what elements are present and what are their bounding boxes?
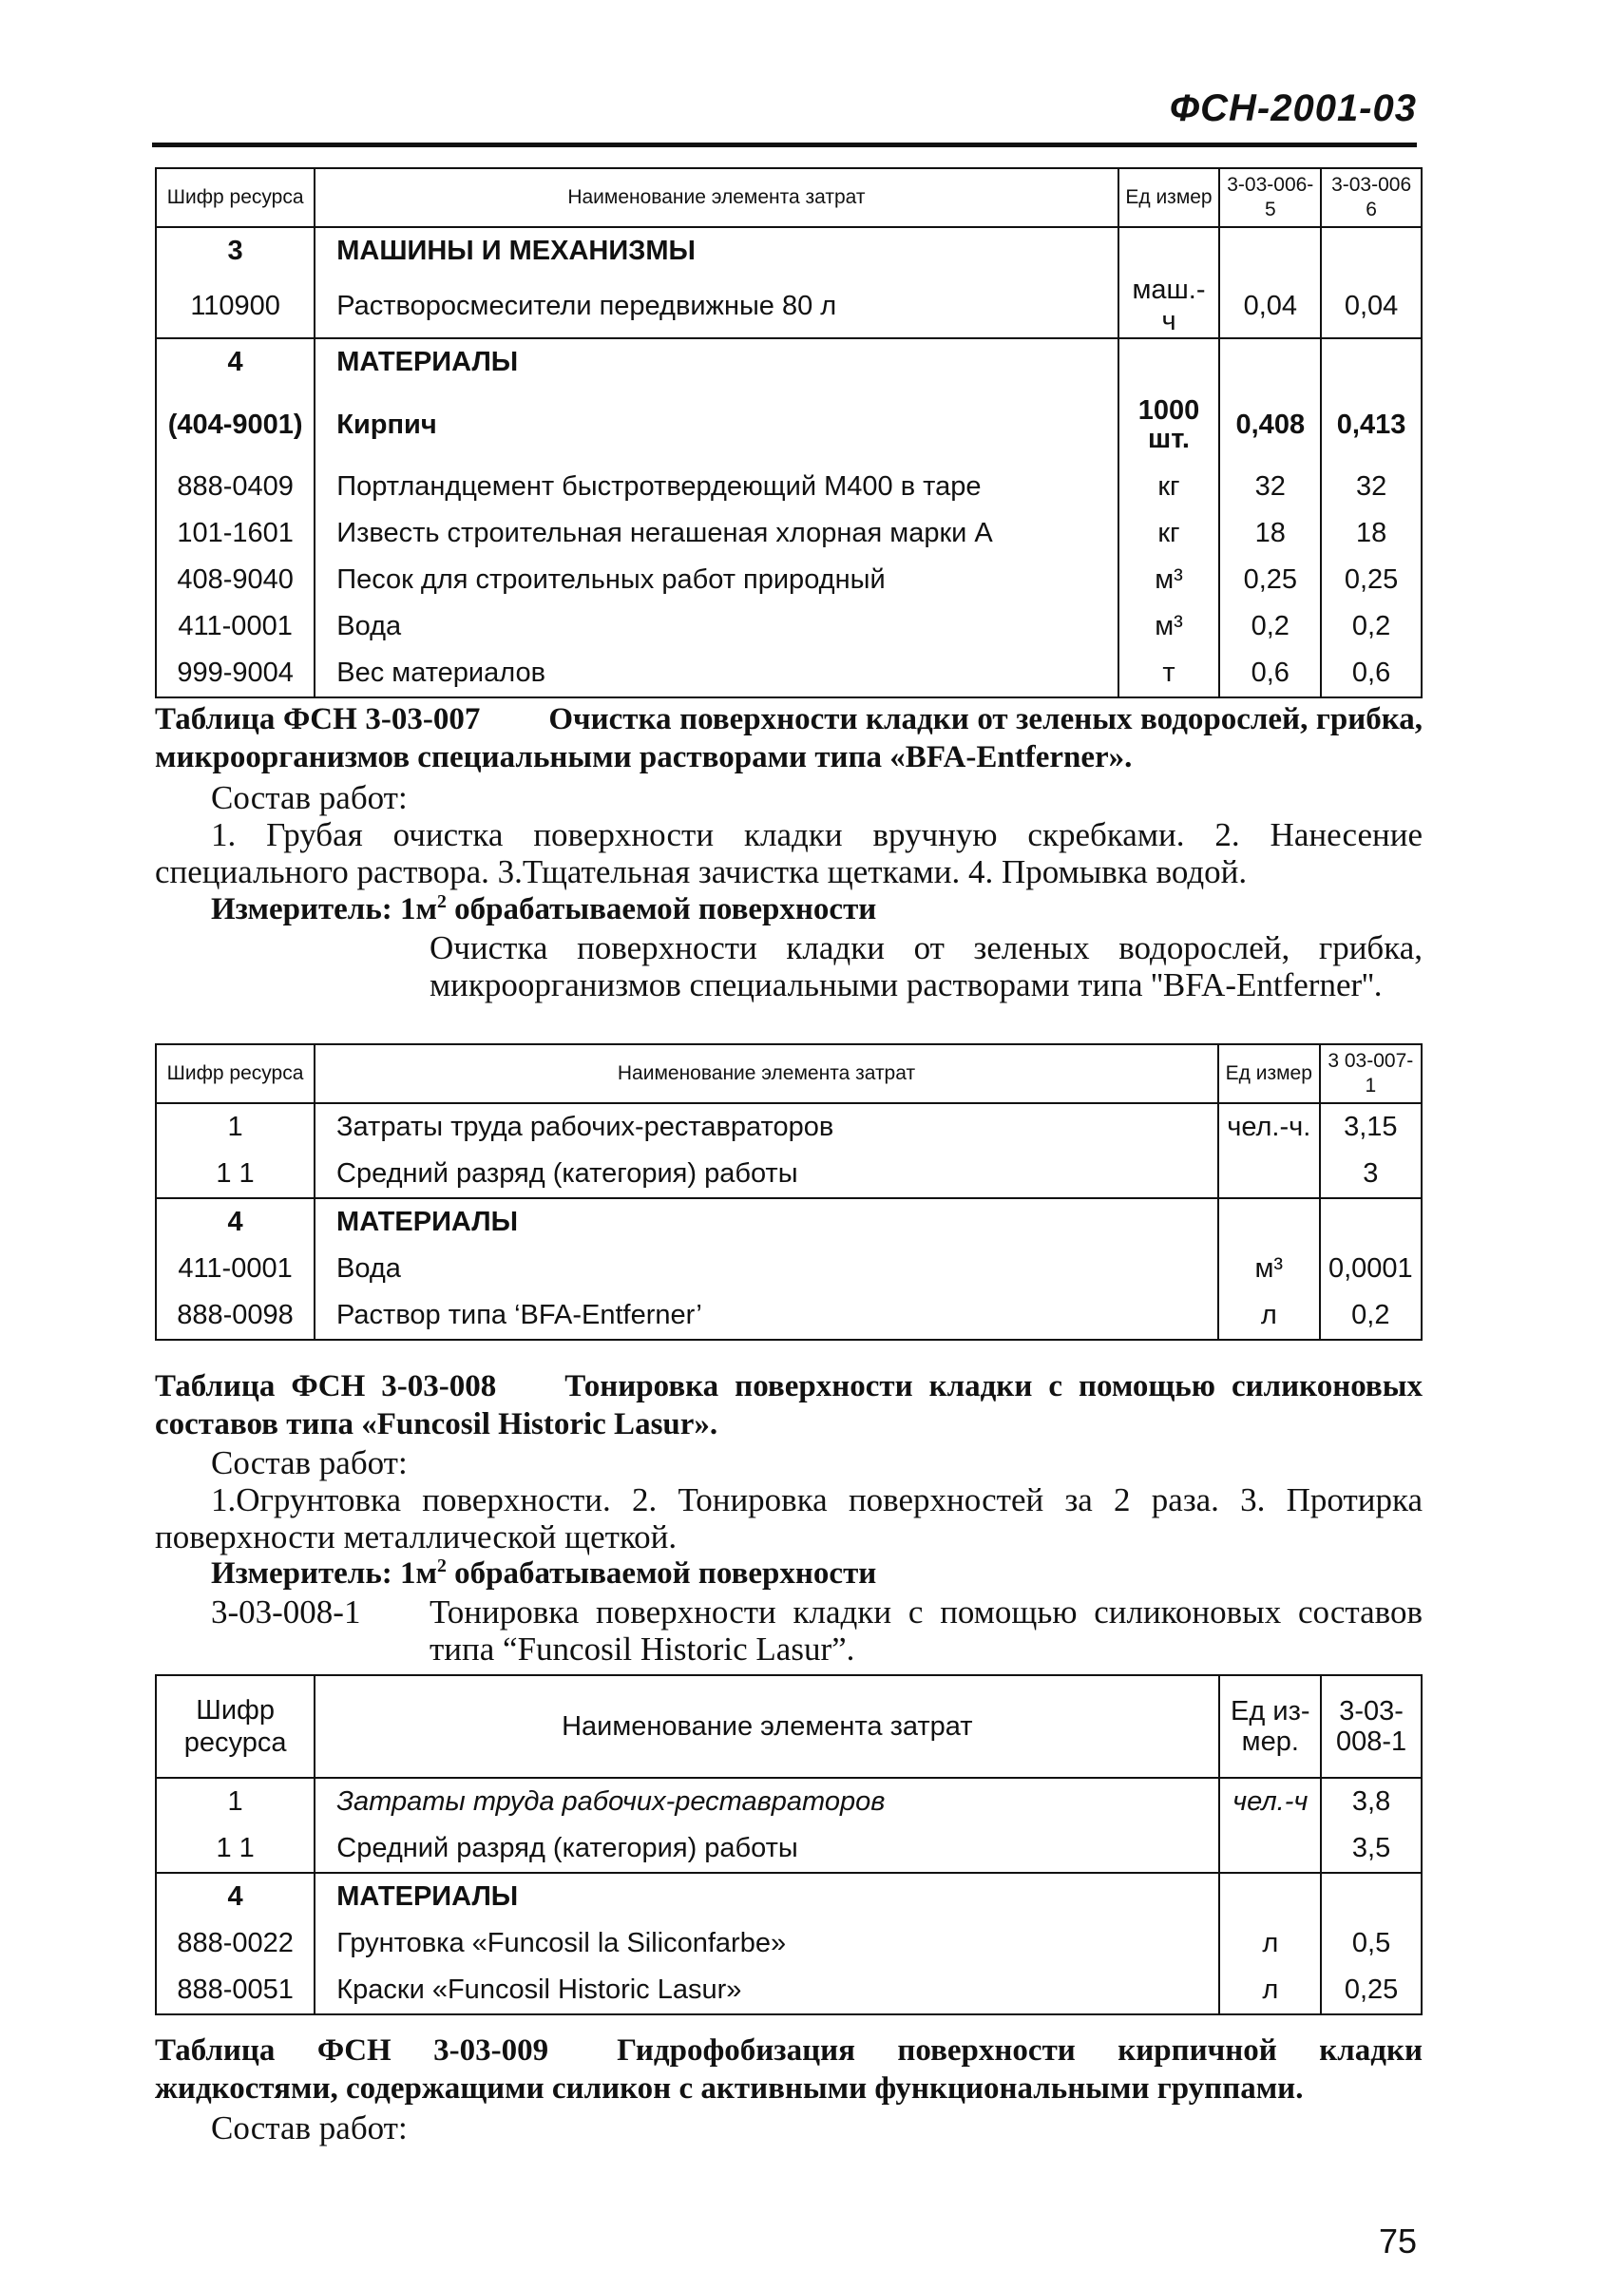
norm-description: Тонировка поверхности кладки с помощью силиконовых составов типа “Funcosil Historic Lasur”. bbox=[430, 1593, 1423, 1668]
cell-code: 4 bbox=[227, 1881, 243, 1912]
cell-name: Раствор типа ‘BFA-Entferner’ bbox=[315, 1292, 1218, 1340]
table-header-row bbox=[156, 1675, 1422, 1778]
cell-v1 bbox=[1320, 1198, 1422, 1246]
cell-v1: 0,2 bbox=[1219, 603, 1321, 650]
cell-unit bbox=[1219, 1873, 1321, 1920]
cell-unit bbox=[1218, 1151, 1320, 1198]
meter-text: обрабатываемой поверхности bbox=[446, 892, 877, 926]
cell-code: 888-0022 bbox=[156, 1920, 315, 1967]
header-unit: Ед из-мер. bbox=[1219, 1675, 1321, 1778]
cell-code: 110900 bbox=[156, 275, 315, 338]
cell-unit bbox=[1219, 1825, 1321, 1873]
cell-v1: 0,04 bbox=[1219, 275, 1321, 338]
resource-table-006 bbox=[155, 167, 1423, 698]
cell-name: Грунтовка «Funcosil la Siliconfarbe» bbox=[315, 1920, 1219, 1967]
cell-v2: 0,25 bbox=[1321, 557, 1422, 603]
table-code: Таблица ФСН 3-03-007 bbox=[155, 702, 481, 736]
cell-name: Средний разряд (категория) работы bbox=[315, 1825, 1219, 1873]
cell-name: Средний разряд (категория) работы bbox=[315, 1151, 1218, 1198]
cell-code: 1 1 bbox=[156, 1825, 315, 1873]
cell-v2: 32 bbox=[1321, 464, 1422, 510]
meter-sup: 2 bbox=[437, 891, 447, 912]
cell-name: Известь строительная негашеная хлорная марки А bbox=[315, 510, 1118, 557]
cell-code: 4 bbox=[227, 1207, 243, 1237]
cell-v1: 0,0001 bbox=[1320, 1246, 1422, 1292]
table-row bbox=[156, 510, 1422, 557]
cell-v1 bbox=[1321, 1873, 1422, 1920]
meter-sup: 2 bbox=[437, 1555, 447, 1576]
cell-code: 888-0098 bbox=[156, 1292, 315, 1340]
meter-line bbox=[211, 1556, 876, 1592]
composition-label: Состав работ: bbox=[211, 779, 408, 816]
cell-name: Песок для строительных работ природный bbox=[315, 557, 1118, 603]
cell-v1: 3,8 bbox=[1321, 1778, 1422, 1825]
cell-code: 1 bbox=[156, 1103, 315, 1151]
table-row bbox=[156, 1825, 1422, 1873]
table-header-row bbox=[156, 1044, 1422, 1103]
table-row bbox=[156, 386, 1422, 464]
table-row bbox=[156, 1778, 1422, 1825]
cell-name: Растворосмесители передвижные 80 л bbox=[315, 275, 1118, 338]
header-name: Наименование элемента затрат bbox=[315, 168, 1118, 227]
cell-unit bbox=[1218, 1198, 1320, 1246]
table-title-009 bbox=[155, 2032, 1423, 2108]
cell-v1: 0,408 bbox=[1235, 409, 1306, 440]
cell-unit: л bbox=[1218, 1292, 1320, 1340]
header-col2: 3-03-006 6 bbox=[1321, 168, 1422, 227]
header-code: Шифр ресурса bbox=[156, 1044, 315, 1103]
cell-code: 3 bbox=[227, 236, 243, 266]
cell-v2: 18 bbox=[1321, 510, 1422, 557]
resource-table-007 bbox=[155, 1043, 1423, 1341]
table-caption: Тонировка поверхности кладки с помощью силиконовых составов типа «Funcosil Historic Lasur». bbox=[155, 1369, 1423, 1441]
table-title-007 bbox=[155, 700, 1423, 776]
cell-v1: 3 bbox=[1320, 1151, 1422, 1198]
composition-text: 1. Грубая очистка поверхности кладки вручную скребками. 2. Нанесение специального раствора. 3.Тщательная зачистка щетками. 4. Промывка водой. bbox=[155, 816, 1423, 890]
cell-unit: м³ bbox=[1118, 603, 1220, 650]
cell-unit: л bbox=[1219, 1920, 1321, 1967]
cell-v1: 32 bbox=[1219, 464, 1321, 510]
header-unit: Ед измер bbox=[1118, 168, 1220, 227]
resource-table-008 bbox=[155, 1674, 1423, 2015]
table-row bbox=[156, 557, 1422, 603]
cell-code: 1 1 bbox=[156, 1151, 315, 1198]
cell-v1: 0,2 bbox=[1320, 1292, 1422, 1340]
table-row bbox=[156, 1151, 1422, 1198]
cell-name: МАТЕРИАЛЫ bbox=[336, 347, 519, 377]
table-row bbox=[156, 1292, 1422, 1340]
page-number: 75 bbox=[1378, 2222, 1417, 2260]
cell-unit: 1000 шт. bbox=[1137, 395, 1200, 454]
table-row bbox=[156, 464, 1422, 510]
norm-description: Очистка поверхности кладки от зеленых водорослей, грибка, микроорганизмов специальными растворами типа ''BFA-Entferner''. bbox=[430, 929, 1423, 1003]
cell-code: 888-0051 bbox=[156, 1967, 315, 2014]
cell-unit bbox=[1118, 227, 1220, 275]
cell-v1: 18 bbox=[1219, 510, 1321, 557]
table-row bbox=[156, 227, 1422, 275]
composition-text: 1.Огрунтовка поверхности. 2. Тонировка поверхностей за 2 раза. 3. Протирка поверхности металлической щеткой. bbox=[155, 1481, 1423, 1555]
cell-name: МАТЕРИАЛЫ bbox=[336, 1207, 518, 1237]
header-code: Шифр ресурса bbox=[156, 1675, 315, 1778]
header-col1: 3-03-008-1 bbox=[1321, 1675, 1422, 1778]
cell-code: 1 bbox=[156, 1778, 315, 1825]
cell-v1: 3,15 bbox=[1320, 1103, 1422, 1151]
cell-v1: 0,25 bbox=[1321, 1967, 1422, 2014]
table-code: Таблица ФСН 3-03-008 bbox=[155, 1369, 497, 1403]
cell-unit: л bbox=[1219, 1967, 1321, 2014]
cell-name: Кирпич bbox=[336, 409, 437, 440]
meter-line bbox=[211, 892, 876, 927]
cell-v2: 0,2 bbox=[1321, 603, 1422, 650]
cell-unit: чел.-ч. bbox=[1218, 1103, 1320, 1151]
cell-code: 408-9040 bbox=[156, 557, 315, 603]
cell-unit bbox=[1118, 338, 1220, 386]
meter-label: Измеритель: 1м bbox=[211, 1556, 437, 1591]
cell-code: 411-0001 bbox=[156, 1246, 315, 1292]
meter-label: Измеритель: 1м bbox=[211, 892, 437, 926]
cell-code: 4 bbox=[227, 347, 243, 377]
cell-code: (404-9001) bbox=[167, 409, 303, 440]
table-row bbox=[156, 1873, 1422, 1920]
cell-name: МАТЕРИАЛЫ bbox=[336, 1881, 519, 1912]
cell-code: 411-0001 bbox=[156, 603, 315, 650]
cell-name: Затраты труда рабочих-реставраторов bbox=[315, 1103, 1218, 1151]
norm-code: 3-03-008-1 bbox=[211, 1593, 361, 1631]
table-header-row bbox=[156, 168, 1422, 227]
cell-v2 bbox=[1321, 338, 1422, 386]
meter-text: обрабатываемой поверхности bbox=[446, 1556, 877, 1591]
header-col1: 3 03-007-1 bbox=[1320, 1044, 1422, 1103]
cell-v1: 3,5 bbox=[1321, 1825, 1422, 1873]
cell-v1: 0,6 bbox=[1219, 650, 1321, 697]
header-code: Шифр ресурса bbox=[156, 168, 315, 227]
cell-v1: 0,25 bbox=[1219, 557, 1321, 603]
cell-unit: м³ bbox=[1118, 557, 1220, 603]
table-row bbox=[156, 338, 1422, 386]
cell-v2: 0,04 bbox=[1321, 275, 1422, 338]
cell-unit: чел.-ч bbox=[1219, 1778, 1321, 1825]
cell-unit: кг bbox=[1118, 464, 1220, 510]
header-rule bbox=[152, 143, 1417, 147]
cell-code: 999-9004 bbox=[156, 650, 315, 697]
cell-v2: 0,413 bbox=[1336, 409, 1406, 440]
table-row bbox=[156, 1198, 1422, 1246]
composition-label: Состав работ: bbox=[211, 1444, 408, 1481]
cell-unit: м³ bbox=[1218, 1246, 1320, 1292]
cell-name: Вода bbox=[315, 603, 1118, 650]
cell-v1 bbox=[1219, 227, 1321, 275]
table-row bbox=[156, 1246, 1422, 1292]
cell-name: Портландцемент быстротвердеющий М400 в таре bbox=[315, 464, 1118, 510]
table-caption: Гидрофобизация поверхности кирпичной кладки жидкостями, содержащими силикон с активными функциональными группами. bbox=[155, 2033, 1423, 2106]
cell-v1: 0,5 bbox=[1321, 1920, 1422, 1967]
table-row bbox=[156, 1920, 1422, 1967]
table-row bbox=[156, 275, 1422, 338]
table-code: Таблица ФСН 3-03-009 bbox=[155, 2033, 549, 2068]
header-name: Наименование элемента затрат bbox=[315, 1044, 1218, 1103]
cell-code: 101-1601 bbox=[156, 510, 315, 557]
cell-code: 888-0409 bbox=[156, 464, 315, 510]
cell-v1 bbox=[1219, 338, 1321, 386]
cell-unit: кг bbox=[1118, 510, 1220, 557]
cell-name: Краски «Funcosil Historic Lasur» bbox=[315, 1967, 1219, 2014]
cell-name: Затраты труда рабочих-реставраторов bbox=[315, 1778, 1219, 1825]
table-row bbox=[156, 1103, 1422, 1151]
table-caption: Очистка поверхности кладки от зеленых водорослей, грибка, микроорганизмов специальными растворами типа «BFA-Entferner». bbox=[155, 702, 1423, 774]
table-title-008 bbox=[155, 1367, 1423, 1443]
composition-label: Состав работ: bbox=[211, 2109, 408, 2146]
table-row bbox=[156, 650, 1422, 697]
header-col1: 3-03-006-5 bbox=[1219, 168, 1321, 227]
header-unit: Ед измер bbox=[1218, 1044, 1320, 1103]
cell-name: Вода bbox=[315, 1246, 1218, 1292]
cell-unit: маш.-ч bbox=[1118, 275, 1220, 338]
cell-unit: т bbox=[1118, 650, 1220, 697]
cell-name: Вес материалов bbox=[315, 650, 1118, 697]
cell-v2 bbox=[1321, 227, 1422, 275]
table-row bbox=[156, 603, 1422, 650]
document-code: ФСН-2001-03 bbox=[1169, 87, 1417, 129]
header-name: Наименование элемента затрат bbox=[315, 1675, 1219, 1778]
cell-name: МАШИНЫ И МЕХАНИЗМЫ bbox=[336, 236, 696, 266]
table-row bbox=[156, 1967, 1422, 2014]
cell-v2: 0,6 bbox=[1321, 650, 1422, 697]
